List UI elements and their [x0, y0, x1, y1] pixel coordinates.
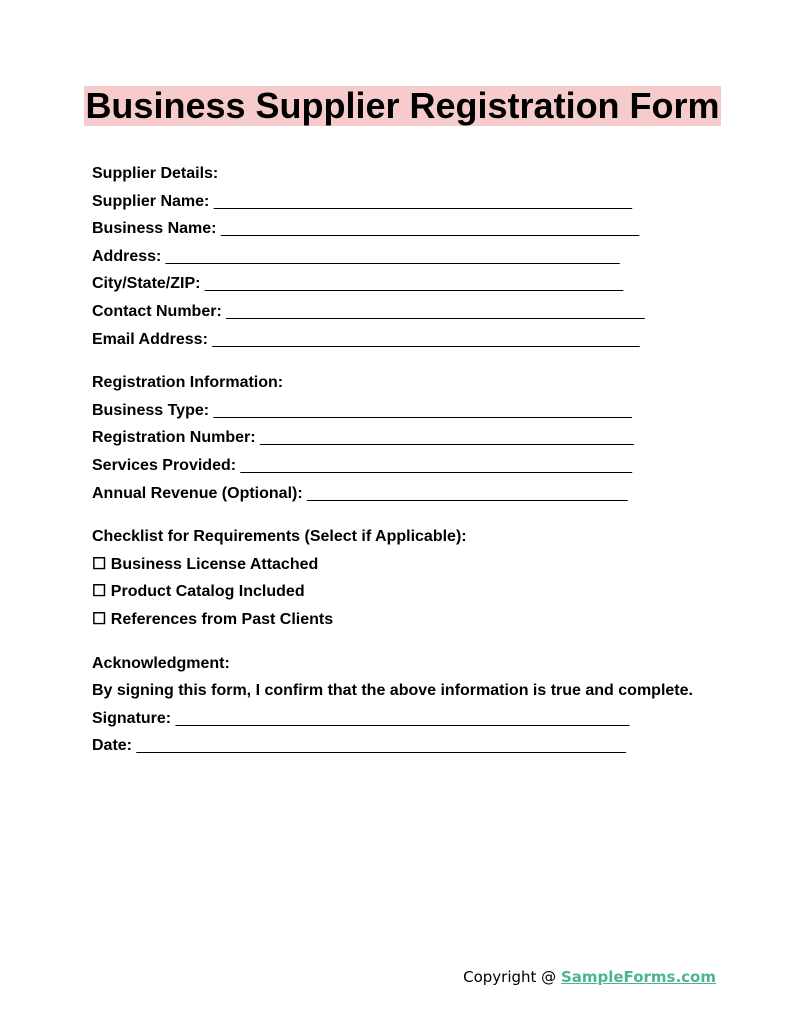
field-label: Services Provided:: [92, 456, 241, 474]
annual-revenue-field[interactable]: [92, 480, 752, 508]
field-label: Registration Number:: [92, 429, 261, 447]
checklist-item-label: Business License Attached: [110, 555, 319, 573]
business-name-field[interactable]: [92, 215, 752, 243]
date-field[interactable]: [92, 732, 752, 760]
address-field[interactable]: [92, 243, 752, 271]
title-container: [0, 86, 805, 126]
fill-in-line[interactable]: __________________________________________: [260, 429, 634, 447]
section-heading: Acknowledgment:: [92, 654, 230, 672]
field-label: Business Type:: [92, 401, 214, 419]
acknowledgment-statement: By signing this form, I confirm that the above information is true and complete.: [92, 682, 693, 700]
email-address-field[interactable]: [92, 326, 752, 354]
fill-in-line[interactable]: _______________________________________________: [213, 401, 632, 419]
business-type-field[interactable]: [92, 397, 752, 425]
field-label: Email Address:: [92, 330, 213, 348]
fill-in-line[interactable]: _______________________________________________________: [136, 737, 626, 755]
supplier-name-field[interactable]: [92, 188, 752, 216]
field-label: City/State/ZIP:: [92, 275, 205, 293]
field-label: Business Name:: [92, 220, 221, 238]
registration-number-field[interactable]: [92, 424, 752, 452]
fill-in-line[interactable]: ___________________________________________________: [175, 709, 630, 727]
copyright-text: Copyright @: [463, 968, 561, 986]
supplier-details-section: [92, 160, 752, 353]
field-label: Address:: [92, 247, 166, 265]
fill-in-line[interactable]: ____________________________________________: [240, 456, 633, 474]
fill-in-line[interactable]: _______________________________________________: [213, 192, 633, 210]
services-provided-field[interactable]: [92, 452, 752, 480]
checklist-item-references[interactable]: [92, 606, 752, 634]
field-label: Supplier Name:: [92, 192, 214, 210]
form-body: [92, 160, 752, 760]
section-heading: Supplier Details:: [92, 165, 219, 182]
field-label: Signature:: [92, 709, 176, 727]
checkbox-icon[interactable]: ☐: [92, 583, 111, 601]
checklist-section: [92, 523, 752, 633]
form-title: Business Supplier Registration Form: [85, 85, 720, 126]
section-heading: Registration Information:: [92, 374, 284, 392]
checkbox-icon[interactable]: ☐: [92, 555, 111, 573]
fill-in-line[interactable]: _______________________________________________: [226, 302, 645, 320]
checklist-item-label: Product Catalog Included: [110, 583, 305, 601]
city-state-zip-field[interactable]: [92, 270, 752, 298]
checkbox-icon[interactable]: ☐: [92, 610, 111, 628]
fill-in-line[interactable]: ___________________________________________________: [165, 247, 620, 265]
copyright-footer: [463, 966, 716, 988]
checklist-item-product-catalog[interactable]: [92, 578, 752, 606]
contact-number-field[interactable]: [92, 298, 752, 326]
section-heading: Checklist for Requirements (Select if Applicable):: [92, 528, 467, 546]
sampleforms-link[interactable]: SampleForms.com: [560, 968, 716, 986]
fill-in-line[interactable]: ____________________________________: [307, 484, 628, 502]
acknowledgment-section: [92, 650, 752, 760]
fill-in-line[interactable]: _______________________________________________: [204, 275, 624, 293]
registration-information-section: [92, 369, 752, 507]
fill-in-line[interactable]: ________________________________________________: [212, 330, 640, 348]
checklist-item-business-license[interactable]: [92, 551, 752, 579]
checklist-item-label: References from Past Clients: [110, 610, 334, 628]
field-label: Contact Number:: [92, 302, 227, 320]
signature-field[interactable]: [92, 705, 752, 733]
field-label: Annual Revenue (Optional):: [92, 484, 308, 502]
field-label: Date:: [92, 737, 137, 755]
fill-in-line[interactable]: _______________________________________________: [220, 220, 640, 238]
